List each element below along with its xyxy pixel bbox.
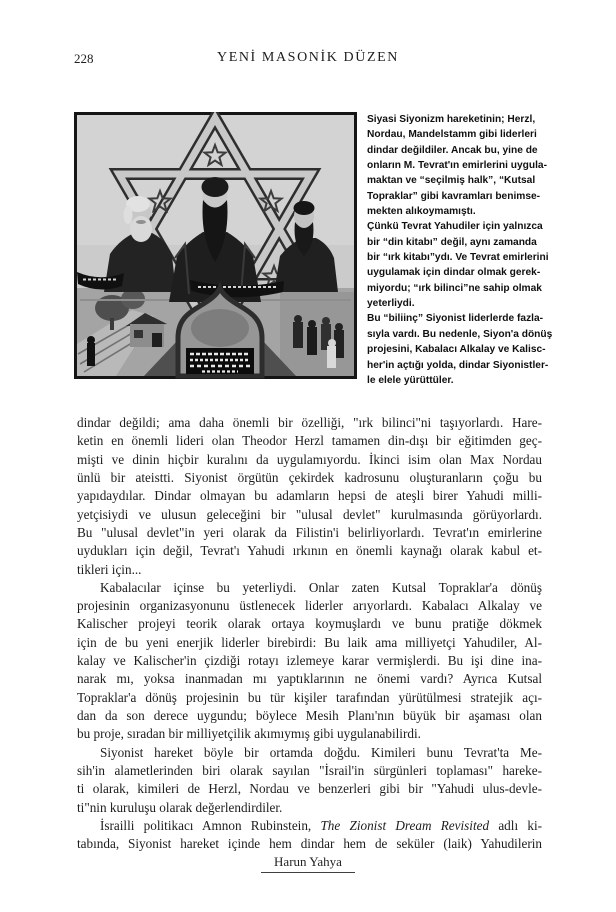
caption-line: Siyasi Siyonizm hareketinin; Herzl, [367,114,536,125]
caption-line: projesini, Kabalacı Alkalay ve Kalisc- [367,344,546,356]
image-caption [367,112,563,388]
caption-line: Topraklar” gibi kavramları benimse- [367,190,541,202]
caption-line: dindar değildiler. Ancak bu, yine de [367,144,538,156]
running-head: YENİ MASONİK DÜZEN [216,50,399,65]
body-segment: adlı ki- [489,817,542,833]
body-line: bu proje, sıradan bir milliyetçilik akımıymış gibi uygulanabilirdi. [77,726,421,742]
paragraph [77,414,542,579]
body-segment: İsrailli politikacı Amnon Rubinstein, [100,817,321,833]
paragraph [77,744,542,817]
body-line: tikleri için... [77,561,142,577]
caption-line: Çünkü Tevrat Yahudiler için yalnızca [367,221,543,233]
footer-author-name: Harun Yahya [261,854,355,873]
star-of-david-engraving [74,112,357,379]
caption-line: sıyla vardı. Bu nedenle, Siyon'a dönüş [367,328,553,340]
body-line: Kabalacılar içinse bu yeterliydi. Onlar zaten Kutsal Topraklar'a dönüş [100,579,542,595]
body-line: dan da son derece uygundu; böylece Mesih Planı'nın büyük bir aşaması olan [77,708,542,723]
body-line: dindar değildi; ama daha önemli bir özelliği, "ırk bilinci"ni taşıyorlardı. Hare- [77,415,542,430]
body-line: için de bu yeni enerjik liderler birebirdi: Bu laik ama milliyetçi Yahudiler, Al- [77,634,542,650]
caption-line: maktan ve “seçilmiş halk”, “Kutsal [367,175,536,187]
caption-line: bir “din kitabı” değil, aynı zamanda [367,236,537,248]
caption-line: her'in açtığı yolda, dindar Siyonistler- [367,359,549,371]
body-line: Kalischer projeyi teorik olarak ortaya koymuşlardı ve bunu pratiğe dökmek [77,616,542,632]
caption-line: le elele yürüttüler. [367,374,454,386]
body-line: ti"nin kuruluşu olarak değerlendirdiler. [77,799,283,815]
body-line: Topraklar'a dönüş projesinin bu tür kişiler tarafından yürütülmesi stratejik açı- [77,689,542,705]
caption-line: Nordau, Mandelstamm gibi liderleri [367,129,537,141]
paragraph [77,817,542,854]
caption-line: Bu “biliinç” Siyonist liderlerde fazla- [367,313,544,325]
book-illustration [74,112,357,379]
page-footer [0,854,616,873]
page-number: 228 [74,51,94,66]
caption-line: bir “ırk kitabı”ydı. Ve Tevrat emirlerini [367,252,549,264]
body-line: mişti ve dinin hiçbir kuralını da uygulamıyordu. İkinci isim olan Max Nordau [77,451,542,467]
body-line: uydukları için değil, Tevrat'ı Yahudi ırkının en önemli kaynağı olarak kabul et- [77,543,542,559]
body-line: narak mı, yoksa inanmadan mı yaptıklarının ne önemi vardı? Ayrıca Kutsal [77,671,542,687]
caption-line: onların M. Tevrat'ın emirlerini uygula- [367,160,547,172]
body-line: ünlü bir ateistti. Siyonist örgütün çekirdek kadrosunu oluşturanların çoğu bu [77,469,542,485]
body-line: kalay ve Kalischer'in çizdiği rotayı izlemeye karar vermişlerdi. Bu işi dine ina- [77,653,542,669]
book-title-italic: The Zionist Dream Revisited [320,817,490,833]
caption-line: yeterliydi. [367,298,415,310]
body-text [77,414,542,854]
body-line: sih'in alametlerinden biri olarak sayılan "İsrail'in sürgünleri toplaması" hareke- [77,762,542,778]
body-line: ketin en önemli lideri olan Theodor Herzl tamamen din-dışı bir eğitimden geç- [77,433,542,449]
body-line: yetçisiydi ve ulusun geleceğini bir "ulusal devlet" kurulmasında görüyorlardı. [77,506,542,522]
body-line: tabında, Siyonist hareket içinde hem dindar hem de seküler (laik) Yahudilerin [77,836,542,852]
body-line: Siyonist hareket böyle bir ortamda doğdu. Kimileri bunu Tevrat'ta Me- [100,744,542,760]
caption-line: mekten alıkoymamıştı. [367,206,476,218]
body-line: yapıdaydılar. Dindar olmayan bu adamların hepsi de ateşli birer Yahudi milli- [77,488,542,504]
body-line [77,817,542,835]
paragraph [77,579,542,744]
caption-line: miyordu; “ırk bilinci”ne sahip olmak [367,282,542,294]
body-line: projesinin organizasyonunu üstlenecek liderler arıyorlardı. Kabalacı Alkalay ve [77,598,542,614]
body-line: Bu "ulusal devlet"in yeri olarak da Filistin'i belirliyorlardı. Tevrat'ın emirlerine [77,524,542,540]
caption-line: uygulamak için dindar olmak gerek- [367,267,541,279]
body-line: ti olarak, kimileri de Herzl, Nordau ve benzerleri gibi bir "Yahudi ulus-devle- [77,781,542,797]
